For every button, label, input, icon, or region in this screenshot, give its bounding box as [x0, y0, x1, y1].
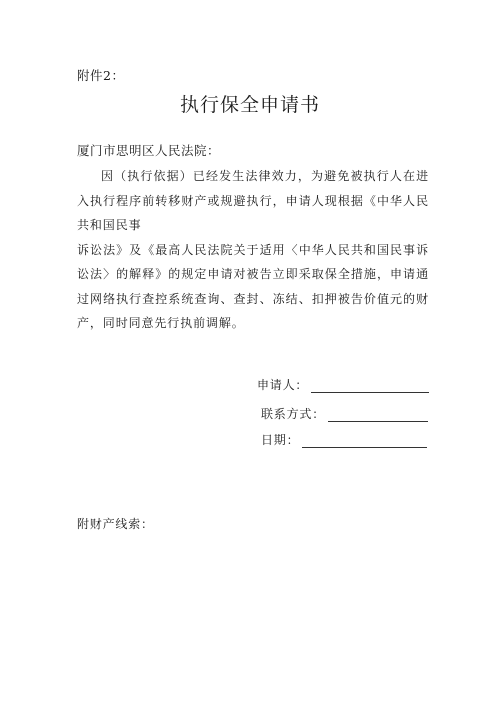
attachment-label: 附件2：: [77, 68, 125, 83]
property-clues-label: 附财产线索：: [77, 517, 154, 531]
body-text: [77, 164, 429, 336]
contact-row: [261, 405, 428, 422]
date-label: 日期：: [261, 433, 300, 447]
date-row: [261, 431, 427, 448]
body-paragraph-1: 因（执行依据）已经发生法律效力，为避免被执行人在进入执行程序前转移财产或规避执行，申请人现根据《中华人民共和国民事: [77, 169, 429, 232]
applicant-blank-line: [311, 380, 429, 393]
contact-label: 联系方式：: [261, 407, 326, 421]
applicant-row: [257, 376, 429, 393]
date-blank-line: [302, 435, 427, 448]
document-title: 执行保全申请书: [179, 94, 320, 116]
applicant-label: 申请人：: [257, 378, 309, 392]
body-paragraph-2: 诉讼法》及《最高人民法院关于适用〈中华人民共和国民事诉讼法〉的解释》的规定申请对被告立即采取保全措施，申请通过网络执行查控系统查询、查封、冻结、扣押被告价值元的财产，同时同意先行执前调解。: [77, 242, 429, 330]
addressee: 厦门市思明区人民法院：: [77, 143, 221, 158]
contact-blank-line: [328, 409, 428, 422]
